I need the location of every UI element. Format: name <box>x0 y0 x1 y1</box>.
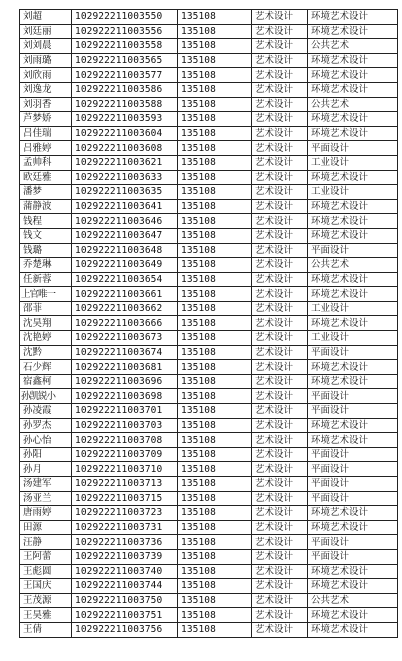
research-direction-cell: 平面设计 <box>308 491 398 506</box>
table-row <box>20 404 398 419</box>
major-cell: 艺术设计 <box>252 272 308 287</box>
major-cell: 艺术设计 <box>252 141 308 156</box>
student-name-cell: 吕佳瑞 <box>20 126 72 141</box>
major-cell: 艺术设计 <box>252 564 308 579</box>
major-cell: 艺术设计 <box>252 593 308 608</box>
table-row <box>20 24 398 39</box>
research-direction-cell: 环境艺术设计 <box>308 272 398 287</box>
major-cell: 艺术设计 <box>252 331 308 346</box>
research-direction-cell: 环境艺术设计 <box>308 82 398 97</box>
major-code-cell: 135108 <box>178 243 252 258</box>
table-row <box>20 82 398 97</box>
major-code-cell: 135108 <box>178 535 252 550</box>
student-name-cell: 孙凯锐小 <box>20 389 72 404</box>
student-name-cell: 蒲静波 <box>20 199 72 214</box>
student-name-cell: 王阿蕾 <box>20 549 72 564</box>
table-row <box>20 141 398 156</box>
major-cell: 艺术设计 <box>252 10 308 25</box>
exam-id-cell: 102922211003709 <box>72 447 178 462</box>
research-direction-cell: 环境艺术设计 <box>308 10 398 25</box>
major-code-cell: 135108 <box>178 10 252 25</box>
research-direction-cell: 平面设计 <box>308 477 398 492</box>
student-name-cell: 石少辉 <box>20 360 72 375</box>
major-cell: 艺术设计 <box>252 374 308 389</box>
student-name-cell: 吕雅婷 <box>20 141 72 156</box>
major-code-cell: 135108 <box>178 506 252 521</box>
exam-id-cell: 102922211003750 <box>72 593 178 608</box>
major-cell: 艺术设计 <box>252 53 308 68</box>
table-row <box>20 287 398 302</box>
major-code-cell: 135108 <box>178 593 252 608</box>
major-code-cell: 135108 <box>178 579 252 594</box>
exam-id-cell: 102922211003715 <box>72 491 178 506</box>
major-code-cell: 135108 <box>178 39 252 54</box>
major-code-cell: 135108 <box>178 418 252 433</box>
major-code-cell: 135108 <box>178 214 252 229</box>
major-cell: 艺术设计 <box>252 549 308 564</box>
table-row <box>20 39 398 54</box>
research-direction-cell: 环境艺术设计 <box>308 418 398 433</box>
student-name-cell: 芦梦娇 <box>20 112 72 127</box>
exam-id-cell: 102922211003641 <box>72 199 178 214</box>
student-name-cell: 王倩 <box>20 622 72 637</box>
major-cell: 艺术设计 <box>252 199 308 214</box>
major-code-cell: 135108 <box>178 228 252 243</box>
major-cell: 艺术设计 <box>252 608 308 623</box>
table-row <box>20 126 398 141</box>
major-code-cell: 135108 <box>178 126 252 141</box>
research-direction-cell: 环境艺术设计 <box>308 608 398 623</box>
table-row <box>20 112 398 127</box>
major-cell: 艺术设计 <box>252 97 308 112</box>
major-code-cell: 135108 <box>178 331 252 346</box>
major-code-cell: 135108 <box>178 141 252 156</box>
major-cell: 艺术设计 <box>252 316 308 331</box>
major-code-cell: 135108 <box>178 360 252 375</box>
major-cell: 艺术设计 <box>252 243 308 258</box>
research-direction-cell: 环境艺术设计 <box>308 53 398 68</box>
major-cell: 艺术设计 <box>252 535 308 550</box>
table-row <box>20 433 398 448</box>
research-direction-cell: 公共艺术 <box>308 39 398 54</box>
major-code-cell: 135108 <box>178 258 252 273</box>
major-code-cell: 135108 <box>178 520 252 535</box>
student-name-cell: 唐雨婷 <box>20 506 72 521</box>
major-cell: 艺术设计 <box>252 506 308 521</box>
major-cell: 艺术设计 <box>252 345 308 360</box>
major-cell: 艺术设计 <box>252 126 308 141</box>
exam-id-cell: 102922211003604 <box>72 126 178 141</box>
table-row <box>20 622 398 637</box>
research-direction-cell: 环境艺术设计 <box>308 228 398 243</box>
table-row <box>20 491 398 506</box>
exam-id-cell: 102922211003608 <box>72 141 178 156</box>
major-code-cell: 135108 <box>178 301 252 316</box>
exam-id-cell: 102922211003635 <box>72 185 178 200</box>
exam-id-cell: 102922211003674 <box>72 345 178 360</box>
table-row <box>20 389 398 404</box>
research-direction-cell: 平面设计 <box>308 389 398 404</box>
major-cell: 艺术设计 <box>252 185 308 200</box>
table-row <box>20 10 398 25</box>
exam-id-cell: 102922211003708 <box>72 433 178 448</box>
student-name-cell: 邵菲 <box>20 301 72 316</box>
major-cell: 艺术设计 <box>252 258 308 273</box>
research-direction-cell: 工业设计 <box>308 331 398 346</box>
major-cell: 艺术设计 <box>252 447 308 462</box>
exam-id-cell: 102922211003701 <box>72 404 178 419</box>
table-row <box>20 374 398 389</box>
major-cell: 艺术设计 <box>252 477 308 492</box>
exam-id-cell: 102922211003661 <box>72 287 178 302</box>
table-row <box>20 316 398 331</box>
major-code-cell: 135108 <box>178 82 252 97</box>
table-row <box>20 214 398 229</box>
research-direction-cell: 环境艺术设计 <box>308 622 398 637</box>
major-code-cell: 135108 <box>178 185 252 200</box>
table-row <box>20 53 398 68</box>
student-name-cell: 刘超 <box>20 10 72 25</box>
exam-id-cell: 102922211003648 <box>72 243 178 258</box>
table-row <box>20 68 398 83</box>
major-cell: 艺术设计 <box>252 287 308 302</box>
research-direction-cell: 平面设计 <box>308 404 398 419</box>
major-code-cell: 135108 <box>178 477 252 492</box>
major-cell: 艺术设计 <box>252 301 308 316</box>
exam-id-cell: 102922211003713 <box>72 477 178 492</box>
research-direction-cell: 环境艺术设计 <box>308 433 398 448</box>
major-cell: 艺术设计 <box>252 24 308 39</box>
table-row <box>20 520 398 535</box>
exam-id-cell: 102922211003649 <box>72 258 178 273</box>
exam-id-cell: 102922211003723 <box>72 506 178 521</box>
student-name-cell: 孟帅科 <box>20 155 72 170</box>
table-row <box>20 593 398 608</box>
major-cell: 艺术设计 <box>252 228 308 243</box>
student-name-cell: 刘欣雨 <box>20 68 72 83</box>
research-direction-cell: 环境艺术设计 <box>308 520 398 535</box>
table-row <box>20 549 398 564</box>
research-direction-cell: 环境艺术设计 <box>308 24 398 39</box>
exam-id-cell: 102922211003565 <box>72 53 178 68</box>
exam-id-cell: 102922211003681 <box>72 360 178 375</box>
student-name-cell: 王国庆 <box>20 579 72 594</box>
table-row <box>20 170 398 185</box>
student-name-cell: 上官唯一 <box>20 287 72 302</box>
research-direction-cell: 平面设计 <box>308 447 398 462</box>
exam-id-cell: 102922211003698 <box>72 389 178 404</box>
student-name-cell: 乔楚琳 <box>20 258 72 273</box>
student-name-cell: 宿鑫柯 <box>20 374 72 389</box>
student-name-cell: 孙阳 <box>20 447 72 462</box>
major-cell: 艺术设计 <box>252 520 308 535</box>
research-direction-cell: 环境艺术设计 <box>308 170 398 185</box>
research-direction-cell: 环境艺术设计 <box>308 126 398 141</box>
major-cell: 艺术设计 <box>252 433 308 448</box>
table-row <box>20 506 398 521</box>
research-direction-cell: 环境艺术设计 <box>308 316 398 331</box>
research-direction-cell: 平面设计 <box>308 549 398 564</box>
table-row <box>20 608 398 623</box>
major-cell: 艺术设计 <box>252 622 308 637</box>
student-name-cell: 王彪圆 <box>20 564 72 579</box>
table-row <box>20 477 398 492</box>
student-name-cell: 刘刘晨 <box>20 39 72 54</box>
major-cell: 艺术设计 <box>252 462 308 477</box>
student-name-cell: 田源 <box>20 520 72 535</box>
exam-id-cell: 102922211003647 <box>72 228 178 243</box>
major-cell: 艺术设计 <box>252 404 308 419</box>
major-cell: 艺术设计 <box>252 214 308 229</box>
major-cell: 艺术设计 <box>252 389 308 404</box>
table-row <box>20 301 398 316</box>
major-code-cell: 135108 <box>178 608 252 623</box>
table-row <box>20 258 398 273</box>
student-name-cell: 刘廷丽 <box>20 24 72 39</box>
exam-id-cell: 102922211003654 <box>72 272 178 287</box>
table-row <box>20 272 398 287</box>
major-cell: 艺术设计 <box>252 112 308 127</box>
student-name-cell: 钱程 <box>20 214 72 229</box>
major-code-cell: 135108 <box>178 345 252 360</box>
major-code-cell: 135108 <box>178 53 252 68</box>
student-name-cell: 汪静 <box>20 535 72 550</box>
admission-roster-table <box>19 9 398 638</box>
research-direction-cell: 工业设计 <box>308 155 398 170</box>
major-code-cell: 135108 <box>178 374 252 389</box>
major-code-cell: 135108 <box>178 112 252 127</box>
exam-id-cell: 102922211003586 <box>72 82 178 97</box>
major-code-cell: 135108 <box>178 491 252 506</box>
exam-id-cell: 102922211003633 <box>72 170 178 185</box>
exam-id-cell: 102922211003621 <box>72 155 178 170</box>
exam-id-cell: 102922211003739 <box>72 549 178 564</box>
major-code-cell: 135108 <box>178 622 252 637</box>
student-name-cell: 沈黔 <box>20 345 72 360</box>
major-code-cell: 135108 <box>178 155 252 170</box>
student-name-cell: 钱文 <box>20 228 72 243</box>
research-direction-cell: 环境艺术设计 <box>308 112 398 127</box>
student-name-cell: 刘逸龙 <box>20 82 72 97</box>
exam-id-cell: 102922211003751 <box>72 608 178 623</box>
student-name-cell: 汤建军 <box>20 477 72 492</box>
table-row <box>20 418 398 433</box>
research-direction-cell: 公共艺术 <box>308 258 398 273</box>
table-row <box>20 228 398 243</box>
major-code-cell: 135108 <box>178 24 252 39</box>
research-direction-cell: 环境艺术设计 <box>308 506 398 521</box>
table-row <box>20 462 398 477</box>
major-cell: 艺术设计 <box>252 170 308 185</box>
research-direction-cell: 工业设计 <box>308 301 398 316</box>
table-row <box>20 185 398 200</box>
major-code-cell: 135108 <box>178 549 252 564</box>
exam-id-cell: 102922211003756 <box>72 622 178 637</box>
research-direction-cell: 环境艺术设计 <box>308 214 398 229</box>
table-row <box>20 345 398 360</box>
major-code-cell: 135108 <box>178 447 252 462</box>
major-cell: 艺术设计 <box>252 68 308 83</box>
student-name-cell: 潘梦 <box>20 185 72 200</box>
student-name-cell: 任新蓉 <box>20 272 72 287</box>
major-cell: 艺术设计 <box>252 39 308 54</box>
exam-id-cell: 102922211003577 <box>72 68 178 83</box>
table-row <box>20 331 398 346</box>
major-cell: 艺术设计 <box>252 491 308 506</box>
exam-id-cell: 102922211003740 <box>72 564 178 579</box>
exam-id-cell: 102922211003558 <box>72 39 178 54</box>
exam-id-cell: 102922211003556 <box>72 24 178 39</box>
major-code-cell: 135108 <box>178 68 252 83</box>
roster-table-body <box>20 10 398 638</box>
research-direction-cell: 平面设计 <box>308 243 398 258</box>
student-name-cell: 王茂源 <box>20 593 72 608</box>
major-cell: 艺术设计 <box>252 579 308 594</box>
research-direction-cell: 环境艺术设计 <box>308 374 398 389</box>
exam-id-cell: 102922211003593 <box>72 112 178 127</box>
research-direction-cell: 公共艺术 <box>308 593 398 608</box>
exam-id-cell: 102922211003736 <box>72 535 178 550</box>
research-direction-cell: 平面设计 <box>308 535 398 550</box>
research-direction-cell: 环境艺术设计 <box>308 68 398 83</box>
exam-id-cell: 102922211003703 <box>72 418 178 433</box>
research-direction-cell: 平面设计 <box>308 462 398 477</box>
major-code-cell: 135108 <box>178 170 252 185</box>
major-code-cell: 135108 <box>178 287 252 302</box>
exam-id-cell: 102922211003710 <box>72 462 178 477</box>
student-name-cell: 孙凌霞 <box>20 404 72 419</box>
student-name-cell: 刘雨璐 <box>20 53 72 68</box>
major-cell: 艺术设计 <box>252 82 308 97</box>
major-code-cell: 135108 <box>178 462 252 477</box>
student-name-cell: 沈艳婷 <box>20 331 72 346</box>
student-name-cell: 孙月 <box>20 462 72 477</box>
major-code-cell: 135108 <box>178 97 252 112</box>
research-direction-cell: 环境艺术设计 <box>308 199 398 214</box>
research-direction-cell: 环境艺术设计 <box>308 564 398 579</box>
major-code-cell: 135108 <box>178 272 252 287</box>
table-row <box>20 199 398 214</box>
major-cell: 艺术设计 <box>252 418 308 433</box>
research-direction-cell: 平面设计 <box>308 141 398 156</box>
major-cell: 艺术设计 <box>252 360 308 375</box>
exam-id-cell: 102922211003588 <box>72 97 178 112</box>
exam-id-cell: 102922211003646 <box>72 214 178 229</box>
student-name-cell: 孙罗杰 <box>20 418 72 433</box>
major-cell: 艺术设计 <box>252 155 308 170</box>
research-direction-cell: 工业设计 <box>308 185 398 200</box>
major-code-cell: 135108 <box>178 316 252 331</box>
research-direction-cell: 环境艺术设计 <box>308 579 398 594</box>
student-name-cell: 沈昊翔 <box>20 316 72 331</box>
student-name-cell: 汤亚兰 <box>20 491 72 506</box>
major-code-cell: 135108 <box>178 199 252 214</box>
exam-id-cell: 102922211003673 <box>72 331 178 346</box>
exam-id-cell: 102922211003744 <box>72 579 178 594</box>
student-name-cell: 钱璐 <box>20 243 72 258</box>
student-name-cell: 孙心怡 <box>20 433 72 448</box>
research-direction-cell: 平面设计 <box>308 345 398 360</box>
major-code-cell: 135108 <box>178 404 252 419</box>
exam-id-cell: 102922211003666 <box>72 316 178 331</box>
exam-id-cell: 102922211003662 <box>72 301 178 316</box>
student-name-cell: 王昊雅 <box>20 608 72 623</box>
table-row <box>20 360 398 375</box>
research-direction-cell: 公共艺术 <box>308 97 398 112</box>
table-row <box>20 155 398 170</box>
student-name-cell: 刘羽香 <box>20 97 72 112</box>
table-row <box>20 447 398 462</box>
student-name-cell: 欧廷雅 <box>20 170 72 185</box>
table-row <box>20 564 398 579</box>
major-code-cell: 135108 <box>178 564 252 579</box>
research-direction-cell: 环境艺术设计 <box>308 287 398 302</box>
table-row <box>20 535 398 550</box>
table-row <box>20 97 398 112</box>
exam-id-cell: 102922211003731 <box>72 520 178 535</box>
exam-id-cell: 102922211003550 <box>72 10 178 25</box>
research-direction-cell: 环境艺术设计 <box>308 360 398 375</box>
major-code-cell: 135108 <box>178 389 252 404</box>
major-code-cell: 135108 <box>178 433 252 448</box>
exam-id-cell: 102922211003696 <box>72 374 178 389</box>
table-row <box>20 243 398 258</box>
table-row <box>20 579 398 594</box>
